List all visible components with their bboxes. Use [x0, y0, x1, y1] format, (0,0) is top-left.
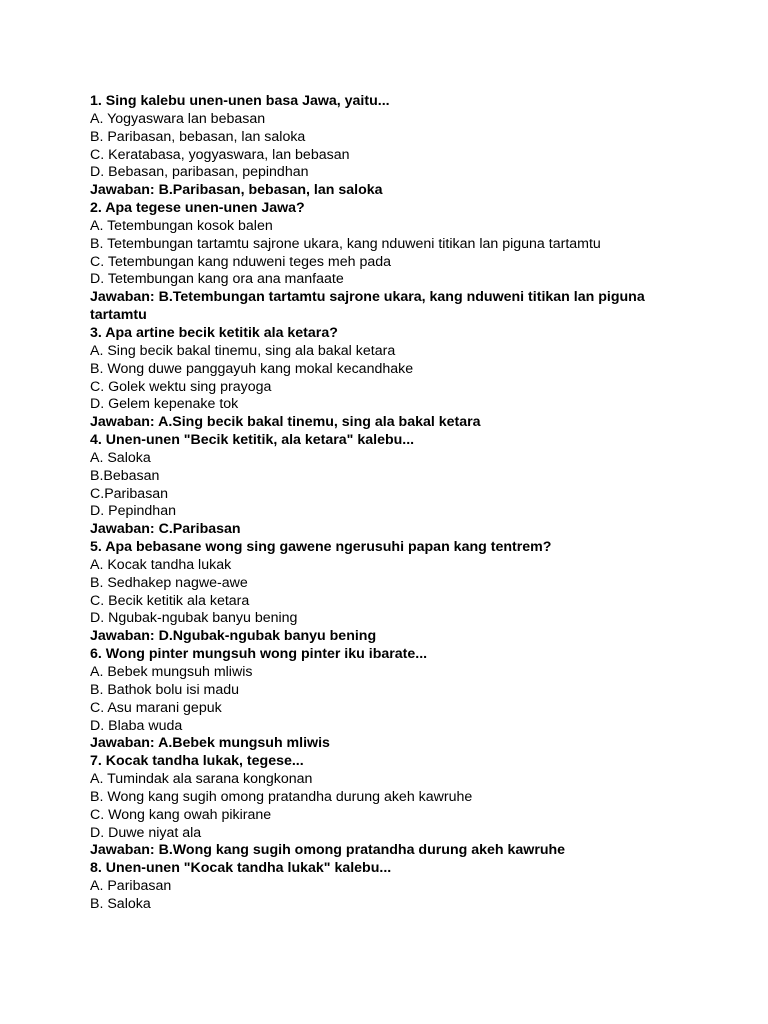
- question-text: 8. Unen-unen "Kocak tandha lukak" kalebu...: [90, 860, 392, 877]
- answer-option: A. Kocak tandha lukak: [90, 556, 232, 573]
- answer-option: C. Becik ketitik ala ketara: [90, 592, 250, 609]
- answer-option: A. Paribasan: [90, 878, 172, 895]
- answer-option: B. Sedhakep nagwe-awe: [90, 574, 248, 591]
- answer-option: D. Tetembungan kang ora ana manfaate: [90, 271, 344, 288]
- question-block: [90, 325, 660, 432]
- question-text: 6. Wong pinter mungsuh wong pinter iku ibarate...: [90, 646, 428, 663]
- question-text: 7. Kocak tandha lukak, tegese...: [90, 753, 304, 770]
- answer-option: B. Saloka: [90, 895, 151, 912]
- answer-option: C.Paribasan: [90, 485, 169, 502]
- answer-option: B. Tetembungan tartamtu sajrone ukara, kang nduweni titikan lan piguna tartamtu: [90, 235, 601, 252]
- answer-option: D. Blaba wuda: [90, 717, 183, 734]
- answer-key: Jawaban: B.Wong kang sugih omong pratandha durung akeh kawruhe: [90, 842, 566, 859]
- question-block: [90, 860, 660, 914]
- question-block: [90, 539, 660, 646]
- question-block: [90, 432, 660, 539]
- answer-option: A. Tumindak ala sarana kongkonan: [90, 771, 313, 788]
- answer-option: A. Bebek mungsuh mliwis: [90, 664, 253, 680]
- question-text: 2. Apa tegese unen-unen Jawa?: [90, 200, 305, 217]
- answer-key: Jawaban: A.Sing becik bakal tinemu, sing ala bakal ketara: [90, 414, 481, 431]
- answer-option: A. Sing becik bakal tinemu, sing ala bakal ketara: [90, 342, 396, 359]
- answer-option: B.Bebasan: [90, 467, 160, 484]
- answer-option: A. Saloka: [90, 449, 151, 466]
- question-block: [90, 753, 660, 860]
- question-text: 3. Apa artine becik ketitik ala ketara?: [90, 324, 338, 341]
- answer-key: Jawaban: D.Ngubak-ngubak banyu bening: [90, 628, 377, 645]
- answer-key: Jawaban: B.Tetembungan tartamtu sajrone ukara, kang nduweni titikan lan piguna tartamtu: [90, 289, 645, 324]
- question-block: [90, 646, 660, 753]
- answer-option: B. Bathok bolu isi madu: [90, 681, 240, 698]
- answer-option: C. Keratabasa, yogyaswara, lan bebasan: [90, 146, 350, 163]
- answer-option: D. Duwe niyat ala: [90, 824, 202, 841]
- answer-option: D. Bebasan, paribasan, pepindhan: [90, 164, 309, 181]
- quiz-document: [90, 93, 660, 914]
- answer-option: D. Ngubak-ngubak banyu bening: [90, 610, 298, 627]
- answer-option: D. Pepindhan: [90, 503, 176, 520]
- answer-option: A. Yogyaswara lan bebasan: [90, 110, 266, 127]
- answer-option: C. Asu marani gepuk: [90, 699, 222, 716]
- answer-option: C. Tetembungan kang nduweni teges meh pada: [90, 253, 392, 270]
- question-text: 4. Unen-unen "Becik ketitik, ala ketara" kalebu...: [90, 432, 415, 449]
- question-text: 1. Sing kalebu unen-unen basa Jawa, yaitu...: [90, 93, 390, 109]
- answer-option: D. Gelem kepenake tok: [90, 396, 239, 413]
- answer-option: B. Wong kang sugih omong pratandha durung akeh kawruhe: [90, 788, 473, 805]
- answer-option: A. Tetembungan kosok balen: [90, 217, 273, 234]
- question-block: [90, 93, 660, 200]
- answer-key: Jawaban: C.Paribasan: [90, 521, 241, 538]
- question-text: 5. Apa bebasane wong sing gawene ngerusuhi papan kang tentrem?: [90, 539, 552, 556]
- answer-option: C. Golek wektu sing prayoga: [90, 378, 272, 395]
- answer-key: Jawaban: B.Paribasan, bebasan, lan saloka: [90, 182, 383, 199]
- question-block: [90, 200, 660, 325]
- answer-option: B. Paribasan, bebasan, lan saloka: [90, 128, 306, 145]
- answer-option: C. Wong kang owah pikirane: [90, 806, 272, 823]
- answer-option: B. Wong duwe panggayuh kang mokal kecandhake: [90, 360, 414, 377]
- answer-key: Jawaban: A.Bebek mungsuh mliwis: [90, 735, 330, 752]
